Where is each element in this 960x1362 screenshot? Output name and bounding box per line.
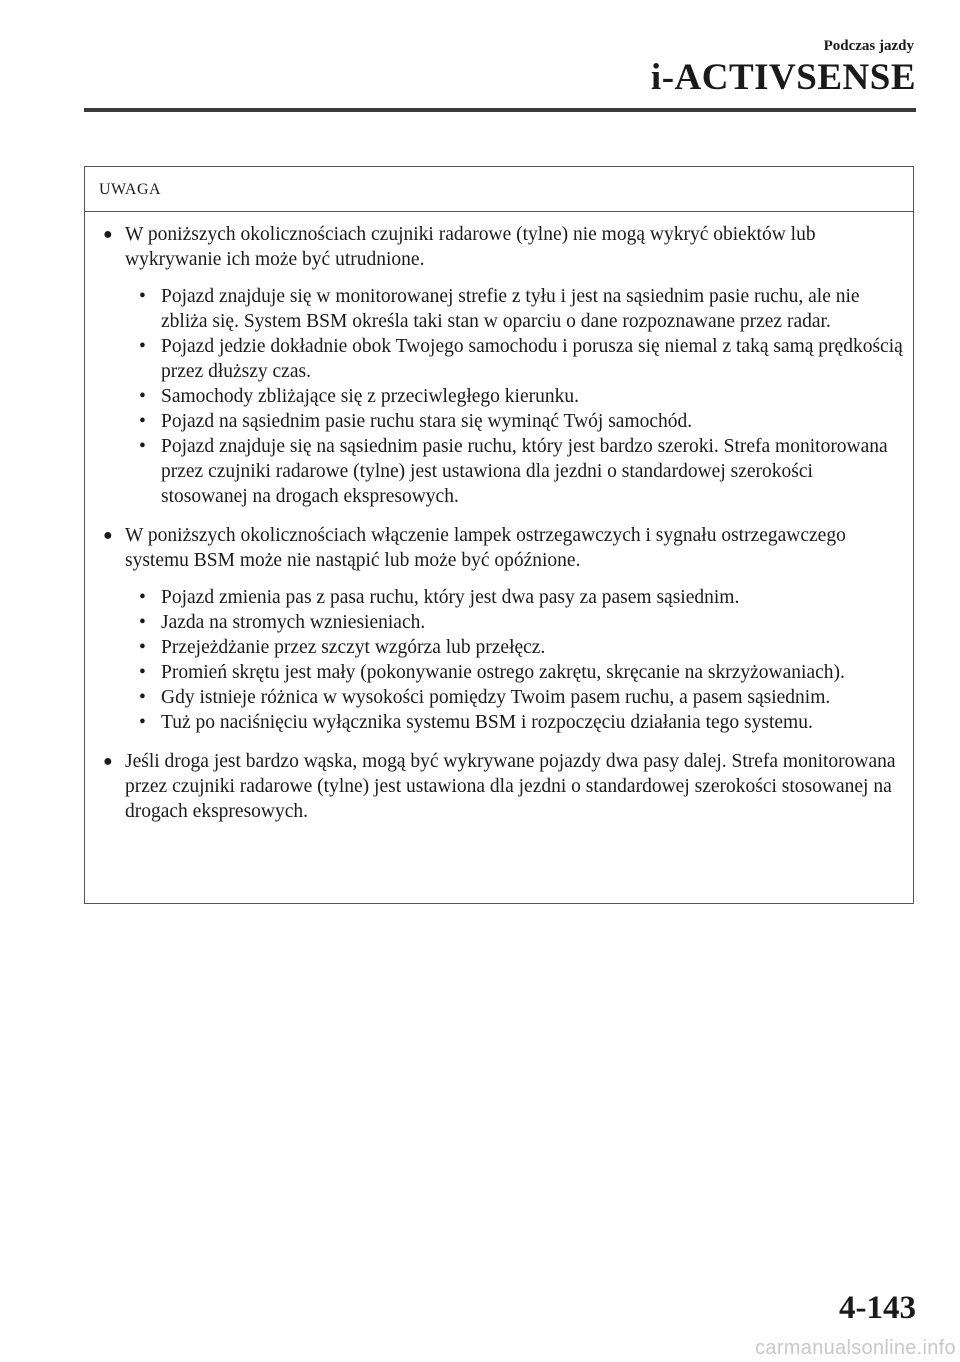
sub-item <box>139 635 903 660</box>
sub-item-text: Tuż po naciśnięciu wyłącznika systemu BSM i rozpoczęciu działania tego systemu. <box>161 712 813 733</box>
section-title: Podczas jazdy <box>823 38 914 54</box>
sub-item <box>139 710 903 735</box>
sub-bullet-icon: • <box>139 637 146 658</box>
sub-item <box>139 660 903 685</box>
sub-bullet-icon: • <box>139 286 146 307</box>
sub-item <box>139 585 903 610</box>
caution-item-text: W poniższych okolicznościach włączenie lampek ostrzegawczych i sygnału ostrzegawczego systemu BSM może nie nastąpić lub może być opóźnione. <box>125 525 846 571</box>
sub-bullet-icon: • <box>139 336 146 357</box>
sub-list <box>99 585 903 735</box>
sub-item-text: Samochody zbliżające się z przeciwległego kierunku. <box>161 386 579 407</box>
sub-item <box>139 334 903 384</box>
caution-label: UWAGA <box>85 167 913 212</box>
sub-item <box>139 610 903 635</box>
sub-bullet-icon: • <box>139 662 146 683</box>
page-number: 4-143 <box>839 1290 916 1326</box>
caution-box <box>84 166 914 904</box>
caution-item <box>99 523 903 735</box>
bullet-marker-icon: ● <box>103 226 113 243</box>
caution-item-text: Jeśli droga jest bardzo wąska, mogą być wykrywane pojazdy dwa pasy dalej. Strefa monitorowana przez czujniki radarowe (tylne) jest ustawiona dla jezdni o standardowej szerokości stosowanej na drogach ekspresowych. <box>125 751 896 822</box>
sub-item-text: Pojazd znajduje się w monitorowanej strefie z tyłu i jest na sąsiednim pasie ruchu, ale nie zbliża się. System BSM określa taki stan w oparciu o dane rozpoznawane przez radar. <box>161 286 860 332</box>
chapter-title: i-ACTIVSENSE <box>650 57 916 98</box>
sub-bullet-icon: • <box>139 612 146 633</box>
bullet-marker-icon: ● <box>103 527 113 544</box>
sub-item-text: Jazda na stromych wzniesieniach. <box>161 612 426 633</box>
sub-item-text: Pojazd znajduje się na sąsiednim pasie ruchu, który jest bardzo szeroki. Strefa monitorowana przez czujniki radarowe (tylne) jest ustawiona dla jezdni o standardowej szerokości stosowanej na drogach ekspresowych. <box>161 436 888 507</box>
caution-item <box>99 222 903 509</box>
watermark[interactable]: carmanualsonline.info <box>755 1337 956 1359</box>
caution-item-text: W poniższych okolicznościach czujniki radarowe (tylne) nie mogą wykryć obiektów lub wykrywanie ich może być utrudnione. <box>125 224 816 270</box>
sub-bullet-icon: • <box>139 687 146 708</box>
sub-bullet-icon: • <box>139 712 146 733</box>
sub-bullet-icon: • <box>139 587 146 608</box>
header-divider <box>84 108 916 112</box>
sub-bullet-icon: • <box>139 411 146 432</box>
caution-item <box>99 749 903 824</box>
bullet-marker-icon: ● <box>103 753 113 770</box>
sub-item-text: Promień skrętu jest mały (pokonywanie ostrego zakrętu, skręcanie na skrzyżowaniach). <box>161 662 845 683</box>
sub-bullet-icon: • <box>139 436 146 457</box>
sub-list <box>99 284 903 509</box>
sub-bullet-icon: • <box>139 386 146 407</box>
sub-item-text: Przejeżdżanie przez szczyt wzgórza lub przełęcz. <box>161 637 546 658</box>
sub-item-text: Pojazd na sąsiednim pasie ruchu stara się wyminąć Twój samochód. <box>161 411 693 432</box>
sub-item-text: Pojazd jedzie dokładnie obok Twojego samochodu i porusza się niemal z taką samą prędkością przez dłuższy czas. <box>161 336 903 382</box>
sub-item <box>139 384 903 409</box>
sub-item <box>139 685 903 710</box>
sub-item-text: Pojazd zmienia pas z pasa ruchu, który jest dwa pasy za pasem sąsiednim. <box>161 587 740 608</box>
sub-item <box>139 284 903 334</box>
sub-item <box>139 409 903 434</box>
sub-item <box>139 434 903 509</box>
caution-body <box>85 212 913 824</box>
sub-item-text: Gdy istnieje różnica w wysokości pomiędzy Twoim pasem ruchu, a pasem sąsiednim. <box>161 687 831 708</box>
